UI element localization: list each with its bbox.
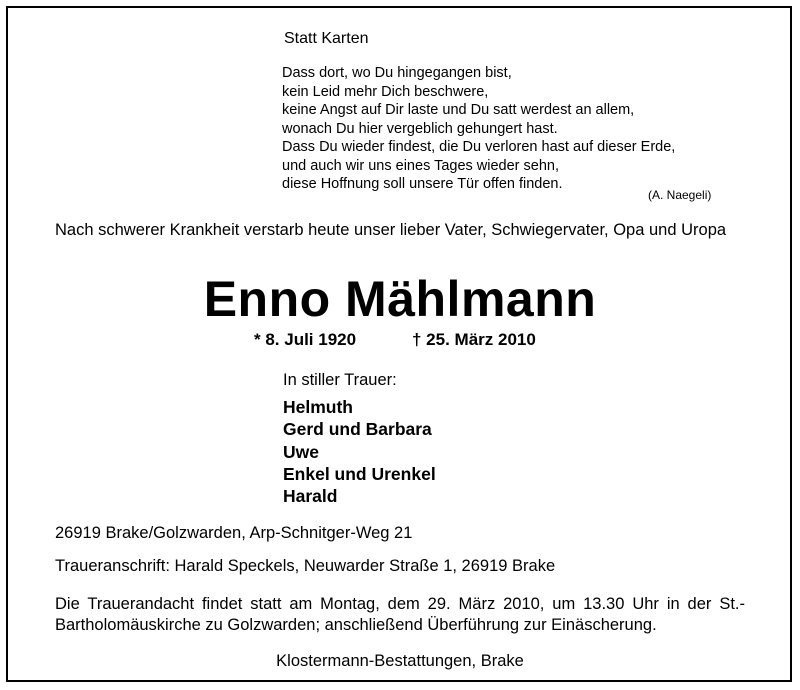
poem-line: kein Leid mehr Dich beschwere, bbox=[282, 83, 489, 100]
birth-date: * 8. Juli 1920 bbox=[254, 330, 357, 349]
mourner-name: Uwe bbox=[283, 441, 319, 462]
funeral-home: Klostermann-Bestattungen, Brake bbox=[276, 652, 524, 670]
service-info: Die Trauerandacht findet statt am Montag, dem 29. März 2010, um 13.30 Uhr in der St.-Bartholomäuskirche zu Golzwarden; anschließend Überführung zur Einäscherung. bbox=[55, 595, 745, 634]
mourner-name: Harald bbox=[283, 486, 338, 507]
mourner-name: Helmuth bbox=[283, 397, 353, 417]
poem-line: Dass dort, wo Du hingegangen bist, bbox=[282, 65, 512, 81]
mourning-label: In stiller Trauer: bbox=[283, 371, 397, 389]
mourning-address: Traueranschrift: Harald Speckels, Neuwarder Straße 1, 26919 Brake bbox=[55, 557, 556, 575]
poem-line: wonach Du hier vergeblich gehungert hast. bbox=[282, 120, 558, 137]
home-address: 26919 Brake/Golzwarden, Arp-Schnitger-Weg 21 bbox=[55, 524, 413, 542]
deceased-name: Enno Mählmann bbox=[203, 271, 597, 327]
death-date: † 25. März 2010 bbox=[412, 330, 536, 349]
poem-line: keine Angst auf Dir laste und Du satt werdest an allem, bbox=[282, 102, 635, 118]
intro-text: Nach schwerer Krankheit verstarb heute unser lieber Vater, Schwiegervater, Opa und Uropa bbox=[55, 221, 727, 239]
poem-line: diese Hoffnung soll unsere Tür offen finden. bbox=[282, 176, 563, 192]
mourners-list bbox=[283, 396, 436, 507]
mourner-name: Enkel und Urenkel bbox=[283, 463, 436, 484]
header-statt-karten: Statt Karten bbox=[284, 30, 369, 47]
poem-author: (A. Naegeli) bbox=[648, 188, 712, 202]
mourner-name: Gerd und Barbara bbox=[283, 419, 432, 440]
poem-line: und auch wir uns eines Tages wieder sehn, bbox=[282, 157, 560, 174]
poem bbox=[282, 64, 675, 194]
poem-line: Dass Du wieder findest, die Du verloren hast auf dieser Erde, bbox=[282, 139, 676, 155]
